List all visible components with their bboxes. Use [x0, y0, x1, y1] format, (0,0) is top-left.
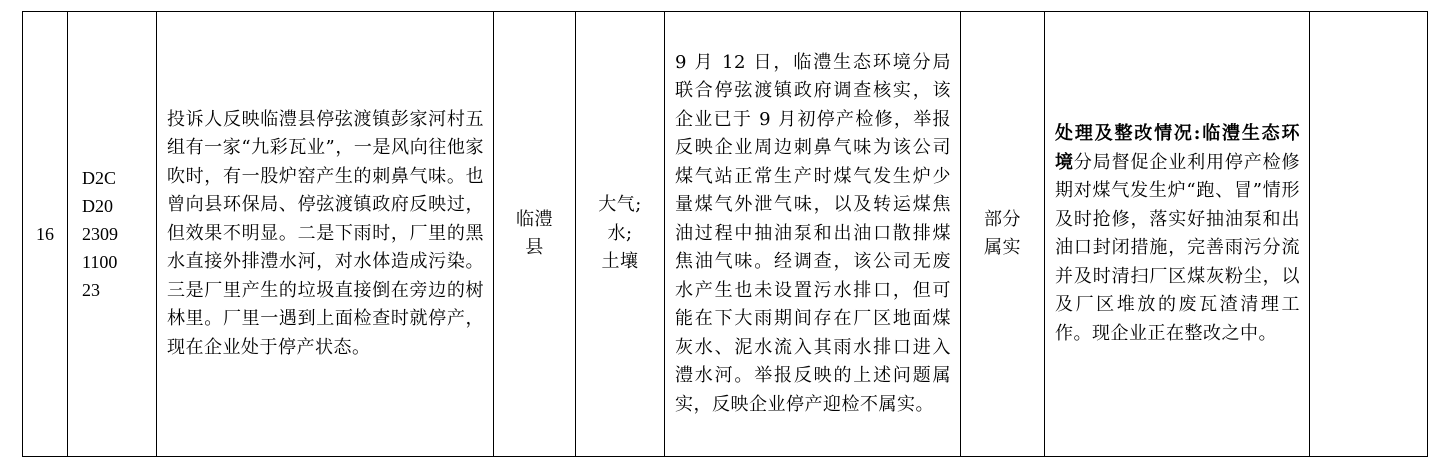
pollution-type-line: 大气; — [598, 194, 642, 216]
cell-case-code — [68, 12, 157, 457]
case-code-line: D20 — [82, 196, 113, 216]
verdict-line: 部分 — [984, 208, 1021, 230]
case-index: 16 — [36, 223, 54, 244]
cell-rectification — [1045, 12, 1310, 457]
cell-pollution-type — [576, 12, 665, 457]
county-line: 县 — [525, 237, 544, 258]
case-code-line: 2309 — [82, 224, 118, 244]
cell-county — [494, 12, 576, 457]
county-line: 临澧 — [516, 208, 553, 230]
case-code-line: 23 — [82, 280, 100, 300]
cell-verdict — [961, 12, 1045, 457]
pollution-type-line: 水; — [607, 222, 633, 244]
cell-remarks — [1310, 12, 1428, 457]
pollution-type-line: 土壤 — [601, 251, 639, 273]
verdict-line: 属实 — [984, 237, 1021, 258]
cell-index — [23, 12, 68, 457]
rectification-text: 分局督促企业利用停产检修期对煤气发生炉“跑、冒”情形及时抢修，落实好抽油泵和出油口封闭措施，完善雨污分流并及时清扫厂区煤灰粉尘，以及厂区堆放的废瓦渣清理工作。现企业正在整改之中。 — [1055, 151, 1300, 344]
rectification-heading: 处理及整改情况:临澧生态环境 — [1055, 123, 1300, 173]
case-code-line: 1100 — [82, 252, 118, 272]
investigation-text: 9 月 12 日，临澧生态环境分局联合停弦渡镇政府调查核实，该企业已于 9 月初停产检修，举报反映企业周边刺鼻气味为该公司煤气站正常生产时煤气发生炉少量煤气外泄气味，以及转运煤焦油过程中抽油泵和出油口散排煤焦油气味。经调查，该公司无废水产生也未设置污水排口，但可能在下大雨期间存在厂区地面煤灰水、泥水流入其雨水排口进入澧水河。举报反映的上述问题属实，反映企业停产迎检不属实。 — [675, 51, 951, 415]
cell-investigation — [665, 12, 961, 457]
case-table — [22, 11, 1428, 457]
complaint-text: 投诉人反映临澧县停弦渡镇彭家河村五组有一家“九彩瓦业”，一是风向往他家吹时，有一股炉窑产生的刺鼻气味。也曾向县环保局、停弦渡镇政府反映过，但效果不明显。二是下雨时，厂里的黑水直接外排澧水河，对水体造成污染。三是厂里产生的垃圾直接倒在旁边的树林里。厂里一遇到上面检查时就停产，现在企业处于停产状态。 — [167, 108, 484, 358]
table-row — [23, 12, 1428, 457]
cell-complaint — [157, 12, 494, 457]
case-code-line: D2C — [82, 168, 117, 188]
